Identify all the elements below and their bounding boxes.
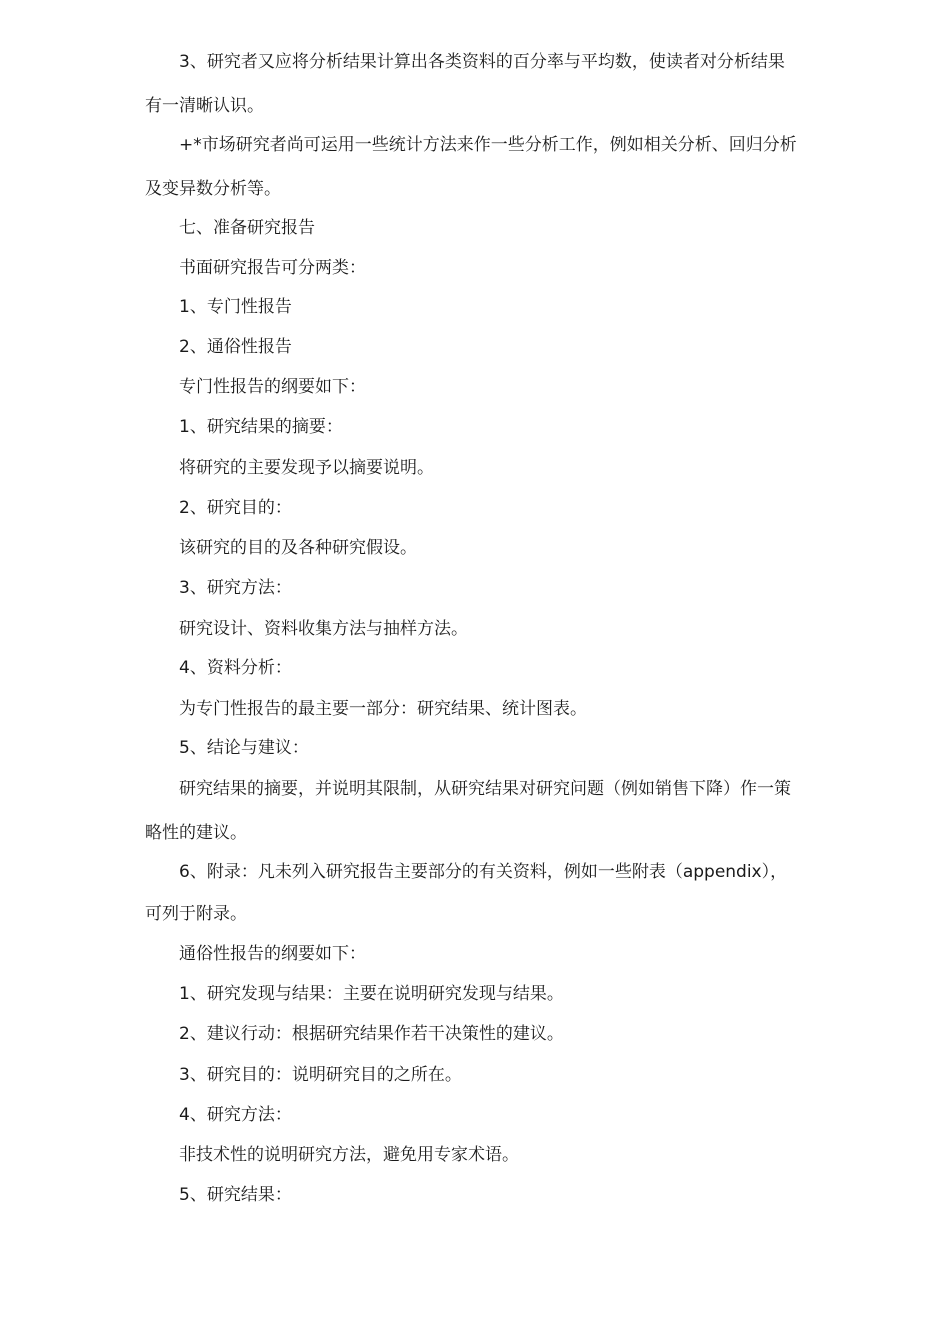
list-item: 4、研究方法： <box>179 1105 292 1125</box>
text-line: 专门性报告的纲要如下： <box>179 377 366 397</box>
list-item: 1、研究结果的摘要： <box>179 417 343 437</box>
text-line: 研究设计、资料收集方法与抽样方法。 <box>179 619 468 639</box>
text-line: +*市场研究者尚可运用一些统计方法来作一些分析工作，例如相关分析、回归分析 <box>179 135 797 155</box>
list-item: 3、研究目的：说明研究目的之所在。 <box>179 1065 462 1085</box>
list-item: 2、研究目的： <box>179 498 292 518</box>
text-line: 非技术性的说明研究方法，避免用专家术语。 <box>179 1145 519 1165</box>
text-line: 可列于附录。 <box>145 904 247 924</box>
text-line: 通俗性报告的纲要如下： <box>179 944 366 964</box>
list-item: 5、结论与建议： <box>179 738 309 758</box>
list-item: 4、资料分析： <box>179 658 292 678</box>
text-line: 将研究的主要发现予以摘要说明。 <box>179 458 434 478</box>
list-item: 2、建议行动：根据研究结果作若干决策性的建议。 <box>179 1024 564 1044</box>
list-item: 1、专门性报告 <box>179 297 292 317</box>
text-line: 略性的建议。 <box>145 823 247 843</box>
list-item: 5、研究结果： <box>179 1185 292 1205</box>
list-item: 2、通俗性报告 <box>179 337 292 357</box>
list-item: 3、研究方法： <box>179 578 292 598</box>
text-line: 及变异数分析等。 <box>145 179 281 199</box>
text-line: 有一清晰认识。 <box>145 96 264 116</box>
list-item: 1、研究发现与结果：主要在说明研究发现与结果。 <box>179 984 564 1004</box>
text-line: 书面研究报告可分两类： <box>179 258 366 278</box>
text-line: 3、研究者又应将分析结果计算出各类资料的百分率与平均数，使读者对分析结果 <box>179 52 785 72</box>
list-item: 6、附录：凡未列入研究报告主要部分的有关资料，例如一些附表（appendix）， <box>179 862 788 882</box>
section-heading: 七、准备研究报告 <box>179 218 315 238</box>
text-line: 为专门性报告的最主要一部分：研究结果、统计图表。 <box>179 699 587 719</box>
text-line: 研究结果的摘要，并说明其限制，从研究结果对研究问题（例如销售下降）作一策 <box>179 779 791 799</box>
text-line: 该研究的目的及各种研究假设。 <box>179 538 417 558</box>
